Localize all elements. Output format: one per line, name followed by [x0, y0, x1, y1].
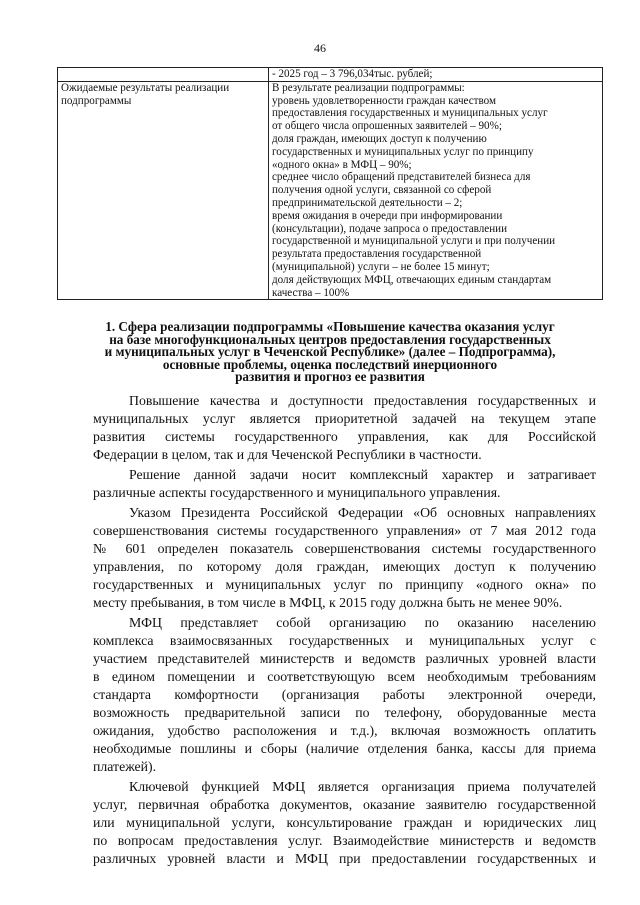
paragraph-line: государственных и муниципальных услуг по принципу «одного окна» по: [93, 577, 596, 592]
table-cell-line: В результате реализации подпрограммы:: [272, 81, 465, 94]
heading-line: 1. Сфера реализации подпрограммы «Повышение качества оказания услуг: [105, 319, 555, 334]
heading-line: развития и прогноз ее развития: [235, 369, 425, 385]
paragraph-line: развития системы государственного управления, как для Российской: [93, 429, 596, 444]
paragraph-line: услуг, первичная обработка документов, оказание заявителю государственной: [93, 797, 596, 812]
table-cell-line: (муниципальной) услуги – не более 15 минут;: [272, 260, 490, 273]
paragraph-line: Указом Президента Российской Федерации «Об основных направлениях: [129, 505, 596, 520]
paragraph-line: № 601 определен показатель совершенствования системы государственного: [93, 541, 596, 556]
paragraph-line: необходимые пошлины и сборы (наличие отделения банка, кассы для приема: [93, 741, 596, 756]
table-cell-line: получения одной услуги, связанной со сферой: [272, 184, 492, 197]
passport-table: [57, 67, 603, 300]
paragraph-line: платежей).: [93, 759, 157, 774]
paragraph-line: или муниципальной услуги, консультирование граждан и юридических лиц: [93, 815, 596, 830]
heading-line: и муниципальных услуг в Чеченской Республике» (далее – Подпрограмма),: [104, 344, 556, 360]
paragraph-line: муниципальных услуг является приоритетной задачей на текущем этапе: [93, 411, 596, 426]
paragraph-line: Решение данной задачи носит комплексный характер и затрагивает: [129, 467, 596, 482]
paragraph-line: различные аспекты государственного и муниципального управления.: [93, 485, 501, 500]
table-row: [58, 68, 603, 82]
section-heading: [60, 321, 600, 384]
table-cell-line: уровень удовлетворенности граждан качеством: [272, 94, 497, 107]
table-cell-line: доля действующих МФЦ, отвечающих единым стандартам: [272, 273, 552, 286]
paragraph-line: Повышение качества и доступности предоставления государственных и: [129, 393, 596, 408]
page-number: 46: [314, 41, 326, 55]
table-cell-value: [269, 68, 603, 82]
paragraph-line: участием представителей министерств и ведомств различных уровней власти: [93, 651, 596, 666]
table-cell-line: время ожидания в очереди при информировании: [272, 209, 503, 222]
paragraph-line: различных уровней власти и МФЦ при предоставлении государственных и: [93, 851, 596, 866]
paragraph-line: Федерации в целом, так и для Чеченской Республики в частности.: [93, 447, 482, 462]
table-cell-line: (консультации), подаче запроса о предоставлении: [272, 222, 508, 235]
table-cell-label: [58, 81, 269, 300]
table-cell-line: предпринимательской деятельности – 2;: [272, 196, 463, 209]
table-cell-line: - 2025 год – 3 796,034тыс. рублей;: [272, 68, 433, 80]
paragraph-line: в едином помещении и соответствующую всем необходимым требованиям: [93, 669, 596, 684]
table-cell-line: «одного окна» в МФЦ – 90%;: [272, 158, 412, 171]
paragraph-line: стандарта комфортности (организация работы электронной очереди,: [93, 687, 596, 702]
table-cell-line: качества – 100%: [272, 286, 350, 299]
table-cell-line: доля граждан, имеющих доступ к получению: [272, 132, 487, 145]
table-cell-line: от общего числа опрошенных заявителей – 90%;: [272, 120, 502, 133]
paragraph-line: месту пребывания, в том числе в МФЦ, к 2015 году должна быть не менее 90%.: [93, 595, 563, 610]
table-cell-label: [58, 68, 269, 82]
table-cell-line: Ожидаемые результаты реализации: [61, 81, 230, 94]
table-cell-line: среднее число обращений представителей бизнеса для: [272, 171, 531, 184]
paragraph-line: МФЦ представляет собой организацию по оказанию населению: [129, 615, 596, 630]
heading-line: на базе многофункциональных центров предоставления государственных: [109, 331, 551, 347]
paragraph-line: комплекса взаимосвязанных государственных и муниципальных услуг с: [93, 633, 596, 648]
table-cell-value: [269, 81, 603, 300]
paragraph-line: по вопросам предоставления услуг. Взаимодействие министерств и ведомств: [93, 833, 596, 848]
table-row: [58, 81, 603, 300]
table-cell-line: результата предоставления государственной: [272, 248, 482, 261]
table-cell-line: государственных и муниципальных услуг по принципу: [272, 145, 534, 158]
body-text: [93, 392, 596, 868]
table-cell-line: предоставления государственных и муниципальных услуг: [272, 107, 548, 120]
paragraph-line: Ключевой функцией МФЦ является организация приема получателей: [129, 779, 596, 794]
heading-line: основные проблемы, оценка последствий инерционного: [162, 356, 498, 372]
table-cell-line: подпрограммы: [61, 94, 132, 107]
paragraph-line: управления, по которому доля граждан, имеющих доступ к получению: [93, 559, 596, 574]
paragraph-line: совершенствования системы государственного управления» от 7 мая 2012 года: [93, 523, 596, 538]
table-cell-line: государственной и муниципальной услуги и при получении: [272, 235, 556, 248]
paragraph-line: ожидания, удобство расположения и т.д.), включая возможность оплатить: [93, 723, 596, 738]
paragraph-line: возможность предварительной записи по телефону, оборудованные места: [93, 705, 596, 720]
